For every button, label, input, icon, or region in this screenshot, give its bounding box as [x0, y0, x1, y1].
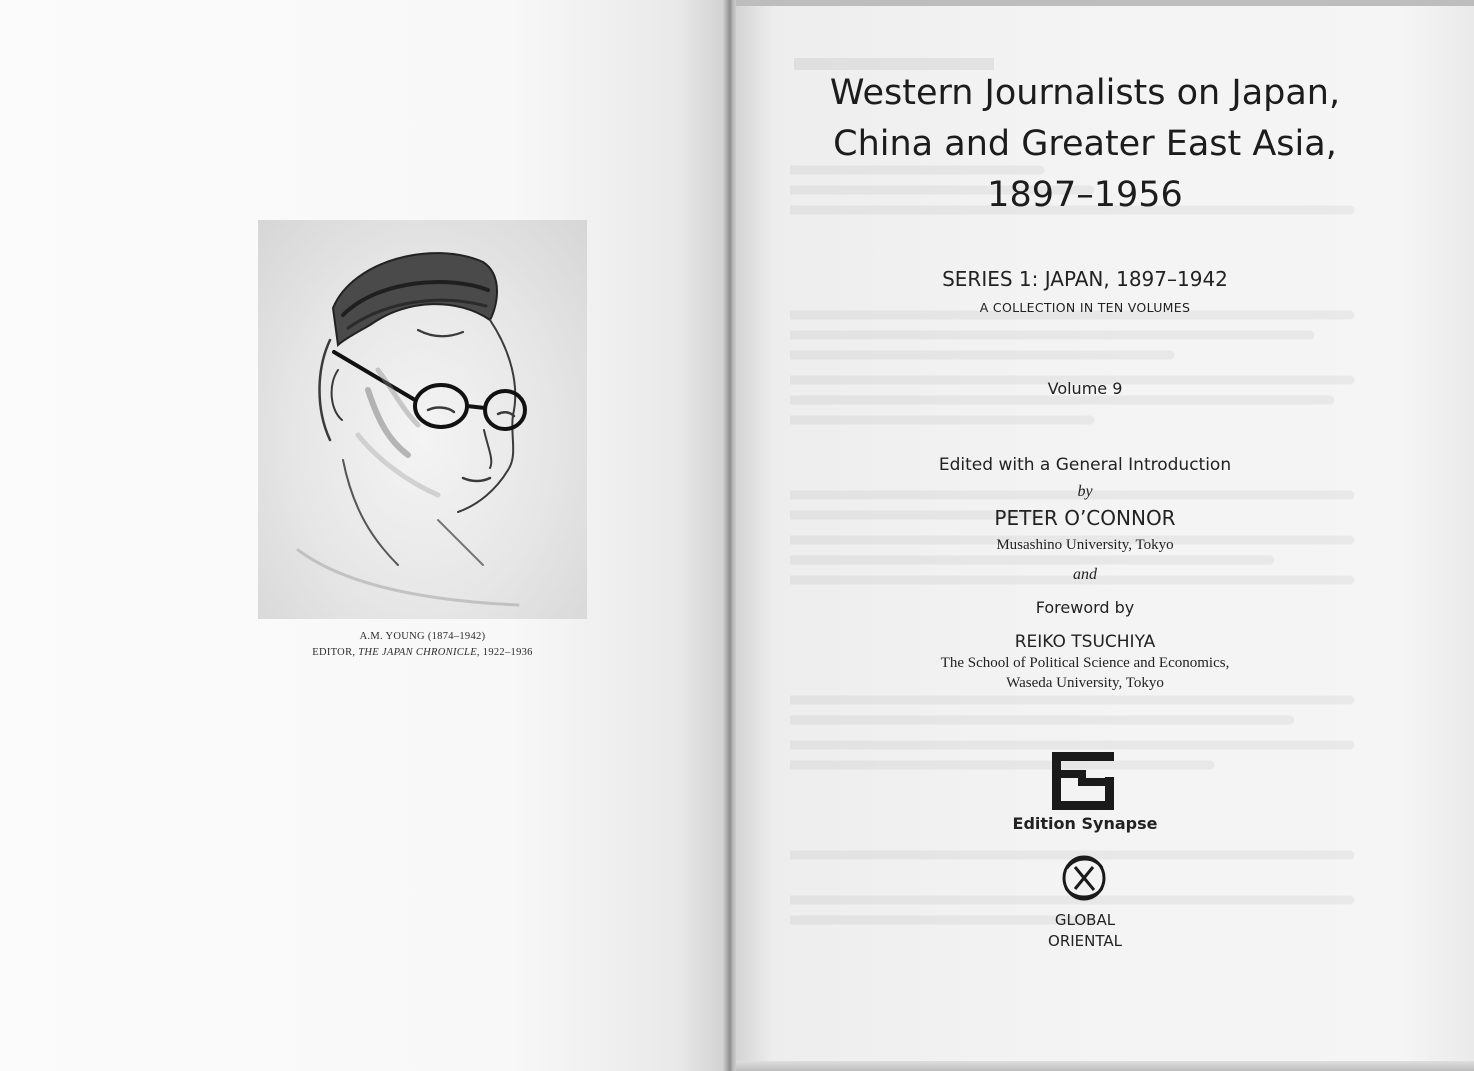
title-line-2: China and Greater East Asia, — [833, 124, 1337, 164]
caption-role-years: , 1922–1936 — [476, 647, 533, 658]
portrait-sketch — [258, 220, 587, 619]
book-title — [800, 68, 1370, 221]
publisher-oriental-line: ORIENTAL — [1048, 932, 1122, 950]
caption-role-prefix: EDITOR, — [312, 647, 359, 658]
portrait-caption-name: A.M. YOUNG (1874–1942) — [359, 631, 486, 642]
volume-number: Volume 9 — [1047, 379, 1123, 398]
and-line: and — [1073, 566, 1097, 583]
edition-synapse-logo-icon — [1052, 752, 1114, 810]
portrait-drawing — [258, 220, 587, 619]
foreword-affiliation-line-1: The School of Political Science and Economics, — [940, 655, 1230, 671]
page-bottom-edge — [736, 1061, 1474, 1071]
title-line-1: Western Journalists on Japan, — [829, 73, 1341, 113]
publisher-edition-synapse: Edition Synapse — [1012, 814, 1158, 833]
editor-affiliation: Musashino University, Tokyo — [996, 537, 1174, 553]
global-oriental-logo-icon — [1061, 854, 1107, 902]
editor-name: PETER O’CONNOR — [994, 506, 1176, 530]
page-top-edge — [736, 0, 1474, 6]
foreword-author-name: REIKO TSUCHIYA — [1014, 632, 1156, 652]
by-line: by — [1077, 483, 1093, 500]
collection-note: A COLLECTION IN TEN VOLUMES — [979, 300, 1191, 315]
publisher-global-line: GLOBAL — [1054, 911, 1116, 929]
title-line-3: 1897–1956 — [987, 175, 1183, 215]
edited-with-line: Edited with a General Introduction — [938, 455, 1232, 475]
show-through-heading: ▬▬▬▬▬ — [794, 35, 994, 79]
portrait-caption-role — [258, 647, 587, 658]
foreword-affiliation-line-2: Waseda University, Tokyo — [1006, 675, 1164, 691]
caption-publication: THE JAPAN CHRONICLE — [358, 647, 477, 658]
publisher-global-oriental — [800, 910, 1370, 952]
series-heading: SERIES 1: JAPAN, 1897–1942 — [942, 267, 1228, 291]
foreword-by-line: Foreword by — [1035, 598, 1135, 617]
